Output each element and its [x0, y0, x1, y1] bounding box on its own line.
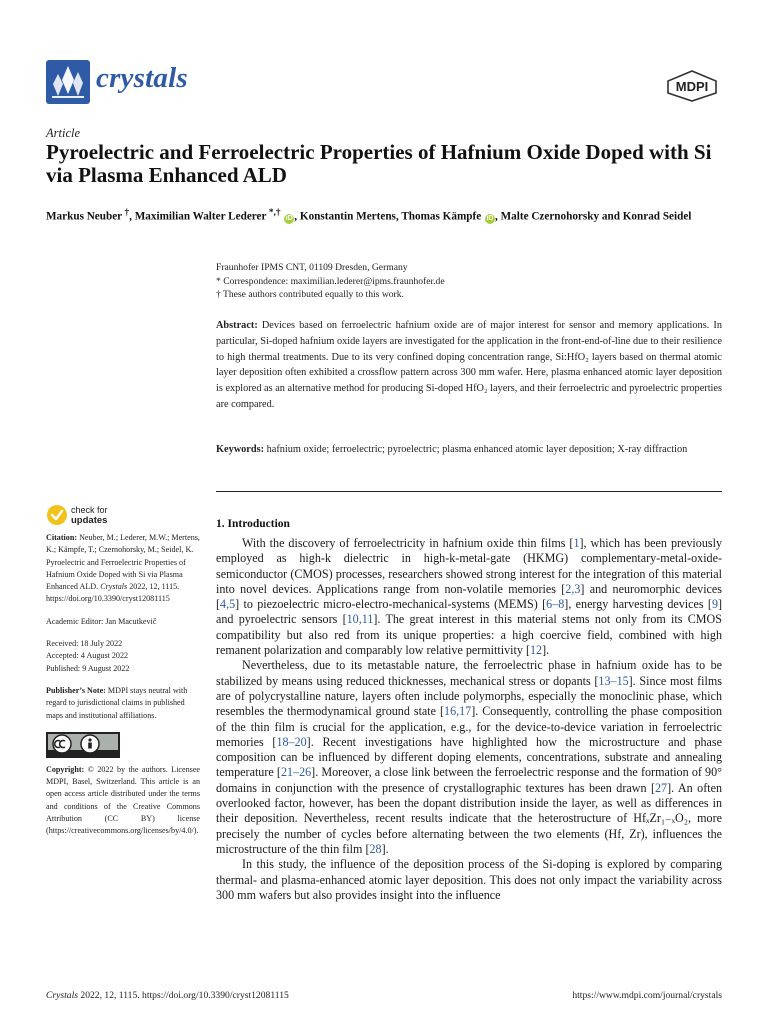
author-name: Konstantin Mertens [299, 210, 396, 223]
publisher-note [46, 685, 200, 722]
check-updates-line2: updates [71, 515, 108, 526]
mdpi-logo-icon [664, 69, 720, 103]
journal-name: crystals [96, 62, 188, 94]
citation-link[interactable]: 28 [369, 841, 382, 856]
copyright-label: Copyright: [46, 764, 85, 774]
author-list: Markus Neuber †, Maximilian Walter Lederer *,† iD , Konstantin Mertens, Thomas Kämpfe iD , Malte Czernohorsky and Konrad Seidel [46, 208, 692, 223]
section-heading: 1. Introduction [216, 518, 290, 530]
cc-by-license-icon[interactable] [46, 732, 120, 758]
citation-link[interactable]: 13–15 [598, 673, 629, 688]
correspondence-line: * Correspondence: maximilian.lederer@ipms.fraunhofer.de [216, 275, 445, 287]
received-date: Received: 18 July 2022 [46, 639, 123, 649]
equal-contribution-line: † These authors contributed equally to this work. [216, 289, 404, 300]
section-divider [216, 491, 722, 492]
academic-editor: Academic Editor: Jan Macutkevič [46, 616, 157, 626]
citation-link[interactable]: 9 [711, 597, 718, 612]
abstract-label: Abstract: [216, 320, 258, 331]
body-paragraph: In this study, the influence of the deposition process of the Si-doping is explored by comparing thermal- and plasma-enhanced atomic layer deposition. This does not only impact the variability across 300 mm wafers but also provides insight into the influence [216, 857, 722, 902]
body-paragraph: Nevertheless, due to its metastable nature, the ferroelectric phase in hafnium oxide has to be stabilized by means using reduced thicknesses, mechanical stress or dopants [13–15]. Since most films are of polycrystalline nature, layers often include polymorphs, especially the monoclinic phase, which resembles the thermodynamical ground state [16,17]. Consequently, controlling the phase composition of the thin film is crucial for the application, e.g., for the device-to-device variation in ferroelectric memories [18–20]. Recent investigations have highlighted how the microstructure and phase composition can be influenced by different doping elements, concentrations, substrate and annealing temperature [21–26]. Moreover, a close link between the ferroelectric response and the formation of 90° domains in conjunction with the presence of crystallographic textures has been drawn [27]. An often overlooked factor, however, has been the dopant distribution inside the layer, as well as differences in their deposition. Nevertheless, recent results indicate that the heterostructure of Hfₓ‌Zr₁₋ₓO₂, more precisely the number of cycles before alternating between the two elements (Hf, Zr), influences the microstructure of the thin film [28]. [216, 658, 723, 856]
citation-text: Neuber, M.; Lederer, M.W.; Mertens, K.; Kämpfe, T.; Czernohorsky, M.; Seidel, K. Pyroelectric and Ferroelectric Properties of Hafnium Oxide Doped with Si via Plasma Enhanced ALD. [46, 533, 200, 592]
article-title: Pyroelectric and Ferroelectric Properties of Hafnium Oxide Doped with Si via Plasma Enhanced ALD [46, 140, 712, 187]
affiliation-line: Fraunhofer IPMS CNT, 01109 Dresden, Germany [216, 262, 408, 273]
published-date: Published: 9 August 2022 [46, 663, 130, 673]
citation-link[interactable]: 2,3 [565, 581, 581, 596]
citation-link[interactable]: 10,11 [346, 612, 374, 627]
author-name: Konrad Seidel [622, 210, 692, 223]
footer-citation [46, 990, 289, 1001]
keywords [216, 442, 722, 458]
citation-journal: Crystals [100, 582, 128, 592]
body-text [216, 536, 722, 903]
copyright-text: © 2022 by the authors. Licensee MDPI, Basel, Switzerland. This article is an open access article distributed under the terms and conditions of the Creative Commons Attribution (CC BY) license (https://creativecommons.org/licenses/by/4.0/). [46, 764, 201, 836]
publisher-note-label: Publisher’s Note: [46, 685, 106, 695]
citation-link[interactable]: 16,17 [444, 704, 472, 719]
citation-link[interactable]: 4,5 [220, 597, 236, 612]
orcid-icon[interactable]: iD [486, 214, 494, 222]
copyright-block [46, 764, 200, 838]
author-name: Markus Neuber [46, 210, 123, 223]
author-name: Malte Czernohorsky [500, 210, 600, 223]
citation-link[interactable]: 21–26 [280, 765, 312, 780]
footer-details: 2022, 12, 1115. https://doi.org/10.3390/cryst12081115 [80, 990, 289, 1001]
orcid-icon[interactable]: iD [285, 214, 293, 222]
author-name: Maximilian Walter Lederer [134, 210, 267, 223]
accepted-date: Accepted: 4 August 2022 [46, 651, 129, 661]
abstract [216, 318, 722, 413]
dates-block [46, 638, 200, 675]
sidebar [46, 532, 200, 848]
footer-journal-link[interactable]: https://www.mdpi.com/journal/crystals [572, 990, 722, 1001]
check-for-updates-button[interactable] [46, 504, 176, 530]
footer-journal: Crystals [46, 990, 78, 1001]
keywords-label: Keywords: [216, 444, 265, 455]
citation-label: Citation: [46, 533, 78, 542]
publisher-note-text: MDPI stays neutral with regard to jurisdictional claims in published maps and institutional affiliations. [46, 685, 188, 720]
citation-details: 2022, 12, 1115. https://doi.org/10.3390/cryst12081115 [46, 582, 180, 604]
keywords-text: hafnium oxide; ferroelectric; pyroelectric; plasma enhanced atomic layer deposition; X-ray diffraction [266, 444, 688, 455]
citation-link[interactable]: 27 [654, 780, 668, 795]
citation-link[interactable]: 1 [573, 536, 580, 550]
abstract-text: Devices based on ferroelectric hafnium oxide are of major interest for sensor and memory applications. In particular, Si-doped hafnium oxide layers are investigated for the application in the front-end-of-line due to their resilience to high thermal treatments. Due to its very confined doping concentration range, Si:HfO₂ layers based on thermal atomic layer deposition often exhibited a crossflow pattern across 300 mm wafer. Here, plasma enhanced atomic layer deposition is explored as an alternative method for producing Si-doped HfO₂ layers, and their ferroelectric and pyroelectric properties are compared. [216, 320, 722, 410]
citation-link[interactable]: 12 [530, 643, 543, 658]
body-paragraph: With the discovery of ferroelectricity in hafnium oxide thin films [1], which has been previously employed as high-k dielectric in high-k-metal-gate (HKMG) complementary-metal-oxide-semiconductor (CMOS) processes, researchers showed strong interest for the integration of this material into novel devices. Applications range from non-volatile memories [2,3] and neuromorphic devices [4,5] to piezoelectric micro-electro-mechanical-systems (MEMS) [6–8], energy harvesting devices [9] and pyroelectric sensors [10,11]. The great interest in this material stems not only from its CMOS compatibility but also red from its unique properties: a high coercive field, combined with high remanent polarization and comparably low relative permittivity [12]. [216, 536, 723, 658]
citation-link[interactable]: 18–20 [276, 734, 307, 749]
affiliations [216, 261, 726, 302]
citation-block [46, 532, 200, 606]
author-mark: † [122, 208, 130, 218]
publisher-name: MDPI [675, 79, 709, 94]
crystals-logo-icon [46, 60, 90, 104]
author-mark: *,† [266, 208, 281, 218]
citation-link[interactable]: 6–8 [546, 597, 565, 612]
check-updates-icon [46, 504, 68, 526]
check-updates-line1: check for [71, 505, 108, 515]
article-type: Article [46, 126, 81, 140]
author-name: Thomas Kämpfe [401, 210, 482, 223]
